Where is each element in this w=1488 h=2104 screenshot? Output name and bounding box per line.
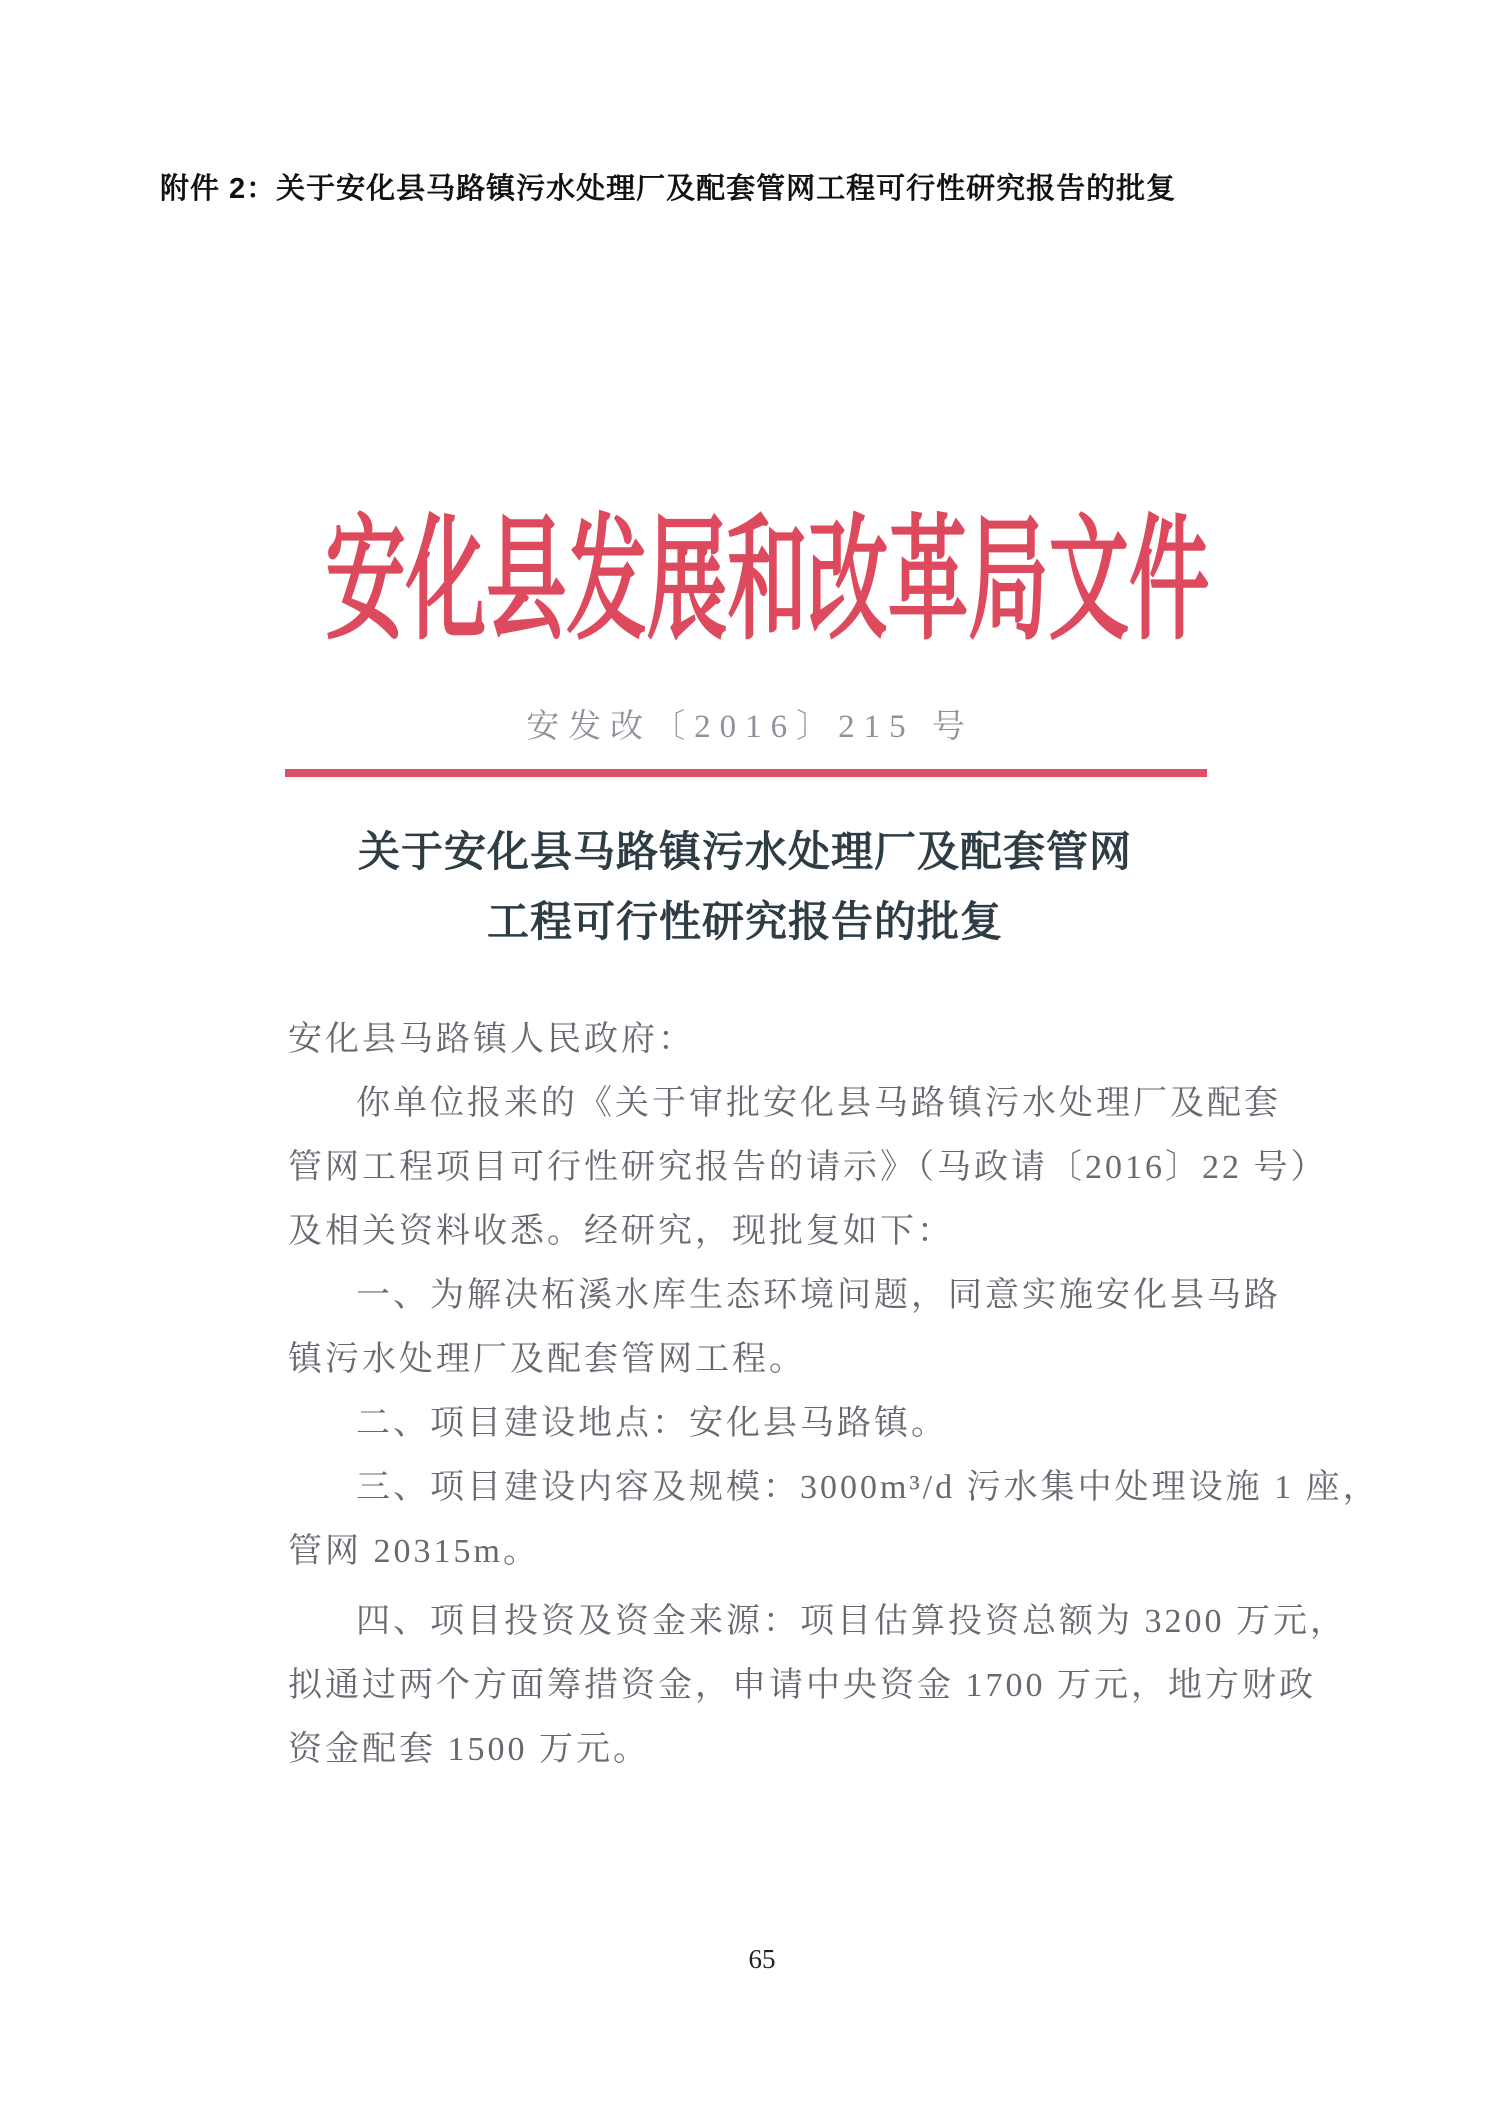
page-number: 65 — [748, 1944, 776, 1974]
body-line: 二、项目建设地点：安化县马路镇。 — [356, 1405, 948, 1442]
document-title-line-2: 工程可行性研究报告的批复 — [486, 900, 1003, 946]
body-line: 三、项目建设内容及规模：3000m³/d 污水集中处理设施 1 座， — [356, 1469, 1380, 1506]
body-line: 资金配套 1500 万元。 — [288, 1731, 650, 1768]
body-line: 你单位报来的《关于审批安化县马路镇污水处理厂及配套 — [356, 1085, 1281, 1122]
body-line: 镇污水处理厂及配套管网工程。 — [288, 1341, 806, 1378]
attachment-header: 附件 2：关于安化县马路镇污水处理厂及配套管网工程可行性研究报告的批复 — [160, 173, 1177, 205]
document-reference-number: 安发改〔2016〕215 号 — [526, 709, 974, 745]
document-body — [288, 1008, 1380, 1782]
red-divider-rule — [285, 769, 1207, 777]
salutation-line: 安化县马路镇人民政府： — [288, 1021, 695, 1058]
document-title-line-1: 关于安化县马路镇污水处理厂及配套管网 — [357, 830, 1132, 876]
body-line: 管网工程项目可行性研究报告的请示》（马政请〔2016〕22 号） — [288, 1149, 1328, 1186]
document-title — [230, 818, 1260, 958]
body-line: 拟通过两个方面筹措资金，申请中央资金 1700 万元，地方财政 — [288, 1667, 1316, 1704]
body-line: 四、项目投资及资金来源：项目估算投资总额为 3200 万元， — [356, 1603, 1347, 1640]
agency-banner-title: 安化县发展和改革局文件 — [325, 507, 1210, 657]
body-line: 管网 20315m。 — [288, 1533, 540, 1570]
body-line: 一、为解决柘溪水库生态环境问题，同意实施安化县马路 — [356, 1277, 1281, 1314]
body-line: 及相关资料收悉。经研究，现批复如下： — [288, 1213, 954, 1250]
